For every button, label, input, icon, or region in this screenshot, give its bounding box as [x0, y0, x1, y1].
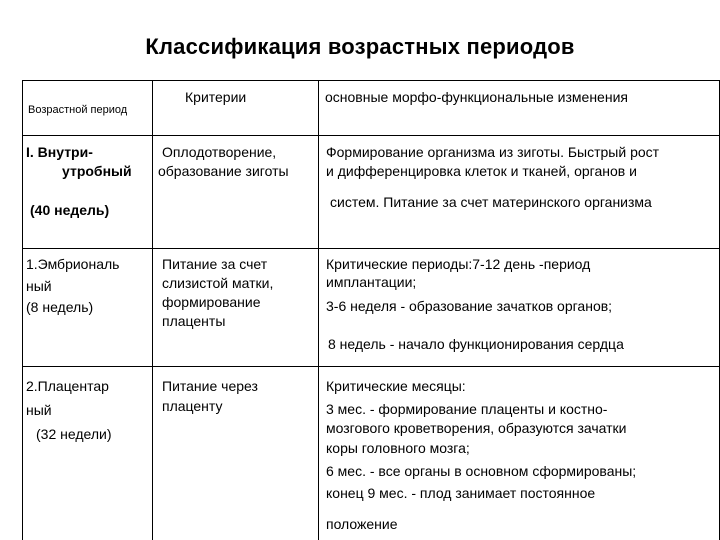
row3-criteria-line2: плаценту [162, 398, 223, 414]
row2-criteria-line4: плаценты [162, 313, 226, 329]
row2-criteria-line1: Питание за счет [162, 256, 268, 272]
row2-changes-line3: 3-6 неделя - образование зачатков органов; [326, 298, 613, 314]
row3-changes-line1: Критические месяцы: [326, 378, 466, 394]
row2-period-line1: 1.Эмбриональ [26, 256, 120, 272]
row2-period-line2: ный [26, 278, 52, 294]
table-top-border [22, 80, 720, 81]
row1-changes-line3: систем. Питание за счет материнского организма [330, 194, 652, 210]
row2-changes-line2: имплантации; [326, 274, 417, 290]
column-divider-1 [152, 80, 153, 540]
column-divider-2 [318, 80, 319, 540]
row3-period-line1: 2.Плацентар [26, 378, 109, 394]
row3-changes-line6: конец 9 мес. - плод занимает постоянное [326, 485, 596, 501]
row3-changes-line7: положение [326, 516, 398, 532]
row2-changes-line4: 8 недель - начало функционирования сердца [328, 336, 624, 352]
row1-bottom-border [22, 248, 720, 249]
row3-criteria-line1: Питание через [162, 378, 258, 394]
page-title: Классификация возрастных периодов [145, 34, 575, 59]
header-changes: основные морфо-функциональные изменения [325, 89, 628, 105]
row1-period-line1: I. Внутри- [26, 144, 93, 160]
row2-criteria-line3: формирование [162, 294, 261, 310]
row3-changes-line3: мозгового кроветворения, образуются зачатки [326, 420, 627, 436]
header-bottom-border [22, 135, 720, 136]
header-period: Возрастной период [28, 104, 128, 116]
row2-criteria-line2: слизистой матки, [162, 275, 274, 291]
row1-changes-line1: Формирование организма из зиготы. Быстрый рост [326, 144, 660, 160]
row3-period-line3: (32 недели) [36, 426, 112, 442]
row3-period-line2: ный [26, 402, 52, 418]
table-left-border [22, 80, 23, 540]
row1-criteria-line1: Оплодотворение, [162, 144, 277, 160]
row3-changes-line5: 6 мес. - все органы в основном сформированы; [326, 463, 637, 479]
row3-changes-line4: коры головного мозга; [326, 440, 470, 456]
row1-changes-line2: и дифференцировка клеток и тканей, органов и [326, 163, 637, 179]
row1-period-line3: (40 недель) [30, 202, 110, 218]
header-criteria: Критерии [185, 89, 247, 105]
row1-period-line2: утробный [62, 163, 132, 179]
row2-period-line3: (8 недель) [26, 299, 94, 315]
row3-changes-line2: 3 мес. - формирование плаценты и костно- [326, 401, 608, 417]
row2-bottom-border [22, 366, 720, 367]
row2-changes-line1: Критические периоды:7-12 день -период [326, 256, 591, 272]
row1-criteria-line2: образование зиготы [158, 163, 289, 179]
